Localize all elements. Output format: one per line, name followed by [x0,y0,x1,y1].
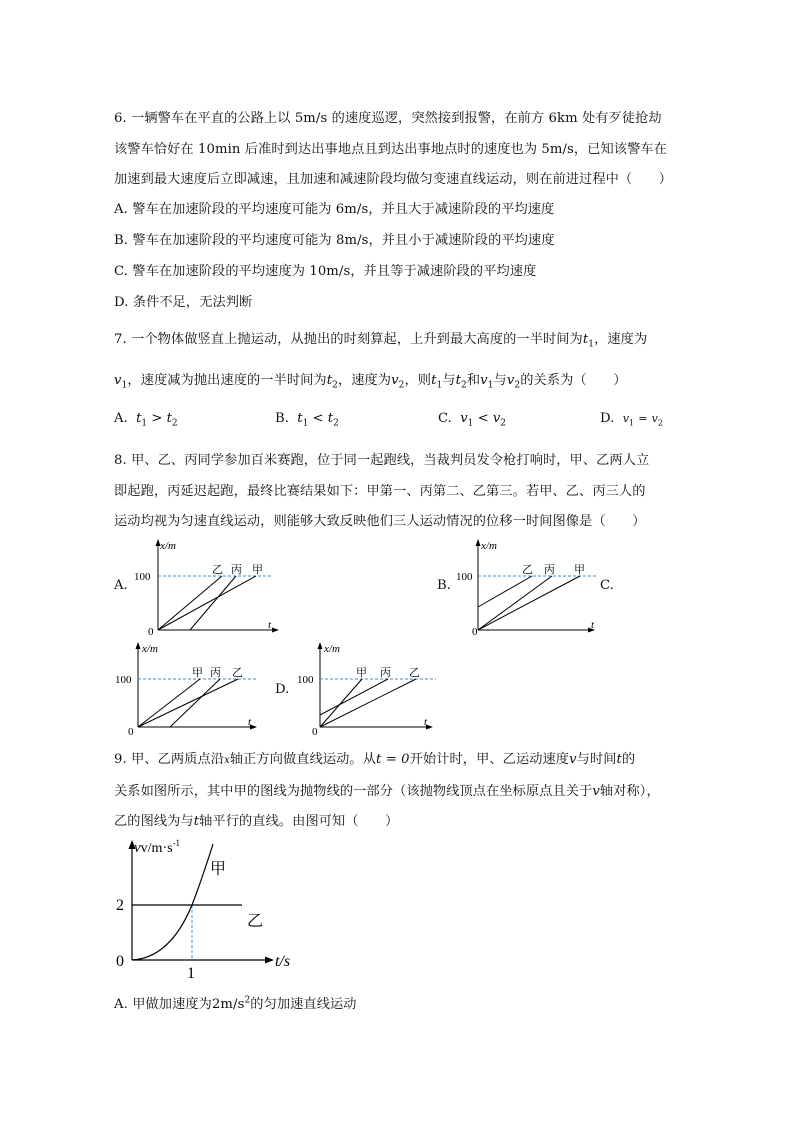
q7-option-a: A. $t_1 > t_2$ [114,411,178,429]
q9-line-3 [114,810,398,829]
q7-text: ，速度为 [594,332,648,347]
q6-line-3: 加速到最大速度后立即减速，且加速和减速阶段均做匀变速直线运动，则在前进过程中（ ） [114,172,673,187]
q8-option-d-letter: D. [275,682,290,697]
q8-option-a-letter: A. [114,578,128,593]
q8-graph-d-label-jia: 甲 [356,667,367,679]
q9-text: 与时间 [576,752,617,767]
q9-graph-line-label: 乙 [247,913,264,930]
q8-graph-b-ylabel: x/m [481,540,497,552]
q8-graph-a-xlabel: t [268,619,272,631]
q9-v: v [592,784,600,799]
q7-text: 与 [442,373,456,388]
q6-option-c: C. 警车在加速阶段的平均速度为 10m/s，并且等于减速阶段的平均速度 [114,264,537,279]
q8-line-1: 8. 甲、乙、丙同学参加百米赛跑，位于同一起跑线，当裁判员发令枪打响时，甲、乙两人立 [114,453,650,468]
q8-graph-c-ylabel: x/m [142,643,158,655]
q7-option-a-letter: A. [114,411,128,426]
q8-graph-d-100: 100 [297,674,314,686]
q9-text: 轴正方向做直线运动。从 [229,752,377,767]
q8-line-2: 即起跑，丙延迟起跑，最终比赛结果如下：甲第一、丙第二、乙第三。若甲、乙、丙三人的 [114,484,646,499]
q7-option-c: C. $v_1 < v_2$ [438,411,507,429]
q9-graph-origin: 0 [116,953,124,970]
q9-line-2 [114,780,660,799]
q8-graph-c [110,639,270,739]
q8-graph-b-label-yi: 乙 [522,564,533,576]
q7-text: 与 [493,373,507,388]
q6-option-d: D. 条件不足，无法判断 [114,295,253,310]
q8-graph-a-label-jia: 甲 [252,564,263,576]
q8-option-c-letter: C. [600,578,614,593]
q8-graph-d-xlabel: t [424,716,428,728]
q8-graph-d-ylabel: x/m [324,643,340,655]
q7-text: 和 [466,373,481,388]
q8-graph-b [452,536,612,636]
q8-line-3: 运动均视为匀速直线运动，则能够大致反映他们三人运动情况的位移一时间图像是（ ） [114,514,646,529]
q9-graph-xlabel [275,953,290,970]
q8-graph-d-label-yi: 乙 [409,667,420,679]
q7-line-2: $v_1$，速度减为抛出速度的一半时间为$t_2$，速度为$v_2$，则$t_1$与$t_2$和$v_1$与$v_2$的关系为（ ） [114,373,627,391]
q9-v: v [569,752,577,767]
q7-option-d-letter: D. [600,411,615,426]
q8-graph-b-label-jia: 甲 [574,564,585,576]
q7-t1: t [582,332,589,347]
q9-option-a-text: A. 甲做加速度为 [114,997,212,1012]
q9-text: 9. 甲、乙两质点沿 [114,752,225,767]
q9-vt-graph [110,832,310,982]
q7-t1-sub: 1 [588,339,595,350]
q8-graph-d-label-bing: 丙 [380,667,391,679]
q8-graph-c-origin: 0 [128,726,134,738]
q8-graph-a-label-bing: 丙 [231,564,242,576]
q8-graph-c-label-jia: 甲 [192,667,203,679]
q9-text: 轴平行的直线。由图可知（ ） [199,814,399,829]
q7-option-d: D. $v_1 = v_2$ [600,411,663,428]
q8-graph-b-100: 100 [456,571,473,583]
q6-line-2: 该警车恰好在 10min 后准时到达出事地点且到达出事地点时的速度也为 5m/s，已知该警车在 [114,142,667,157]
q9-option-a-value: 2m/s [211,997,245,1012]
q6-line-1: 6. 一辆警车在平直的公路上以 5m/s 的速度巡逻，突然接到报警，在前方 6km 处有歹徒抢劫 [114,111,662,126]
q9-text: 的 [621,752,636,767]
q8-graph-a-label-yi: 乙 [212,564,223,576]
q8-graph-c-label-yi: 乙 [232,667,243,679]
q6-option-a: A. 警车在加速阶段的平均速度可能为 6m/s，并且大于减速阶段的平均速度 [114,202,555,217]
q9-option-a-text: 的匀加速直线运动 [250,997,357,1012]
q9-option-a [114,993,357,1012]
q6-option-b: B. 警车在加速阶段的平均速度可能为 8m/s，并且小于减速阶段的平均速度 [114,233,555,248]
q9-graph-ysup: -1 [172,838,181,848]
q8-graph-b-origin: 0 [472,626,478,636]
q9-graph-curve-label: 甲 [210,861,227,878]
q9-line-1 [114,748,635,767]
q8-graph-a [128,536,288,636]
q7-text: 的关系为（ ） [520,373,627,388]
q8-graph-b-label-bing: 丙 [544,564,555,576]
q9-graph-xlabel-text: t/s [275,953,291,970]
q7-option-b-letter: B. [275,411,289,426]
q8-graph-a-100: 100 [134,571,151,583]
q9-x: x [224,755,230,766]
q9-text: 开始计时，甲、乙运动速度 [409,752,570,767]
q7-line-1 [114,328,647,350]
q9-text: 关系如图所示，其中甲的图线为抛物线的一部分（该抛物线顶点在坐标原点且关于 [114,784,593,799]
q9-graph-ytick: 2 [116,897,124,914]
q7-option-b: B. $t_1 < t_2$ [275,411,339,429]
q9-t: t [193,814,200,829]
q8-graph-c-label-bing: 丙 [210,667,221,679]
q8-option-b-letter: B. [437,578,451,593]
q8-graph-a-ylabel: x/m [160,540,176,552]
q9-t: t [616,752,622,767]
q8-graph-c-100: 100 [115,674,132,686]
q9-text: 轴对称）， [599,784,660,799]
q9-graph-xtick: 1 [187,965,195,982]
q8-graph-a-origin: 0 [148,626,154,636]
q9-graph-ylabel: $vv/m\cdot s^{-1}$ [134,838,181,856]
q7-text: ，速度为 [337,373,392,388]
q8-graph-c-xlabel: t [248,716,252,728]
q7-text: ，则 [404,373,432,388]
q9-option-a-sup: 2 [244,995,251,1006]
q8-graph-d [294,639,454,739]
q7-text: ，速度减为抛出速度的一半时间为 [127,373,327,388]
q8-graph-b-xlabel: t [591,619,595,631]
q9-t0: t = 0 [376,752,410,767]
q9-text: 乙的图线为与 [114,814,194,829]
q7-text: 7. 一个物体做竖直上抛运动，从抛出的时刻算起，上升到最大高度的一半时间为 [114,332,583,347]
q8-graph-d-origin: 0 [312,726,318,738]
q7-option-c-letter: C. [438,411,452,426]
q9-graph-ylabel-text: v/m·s [140,841,173,856]
